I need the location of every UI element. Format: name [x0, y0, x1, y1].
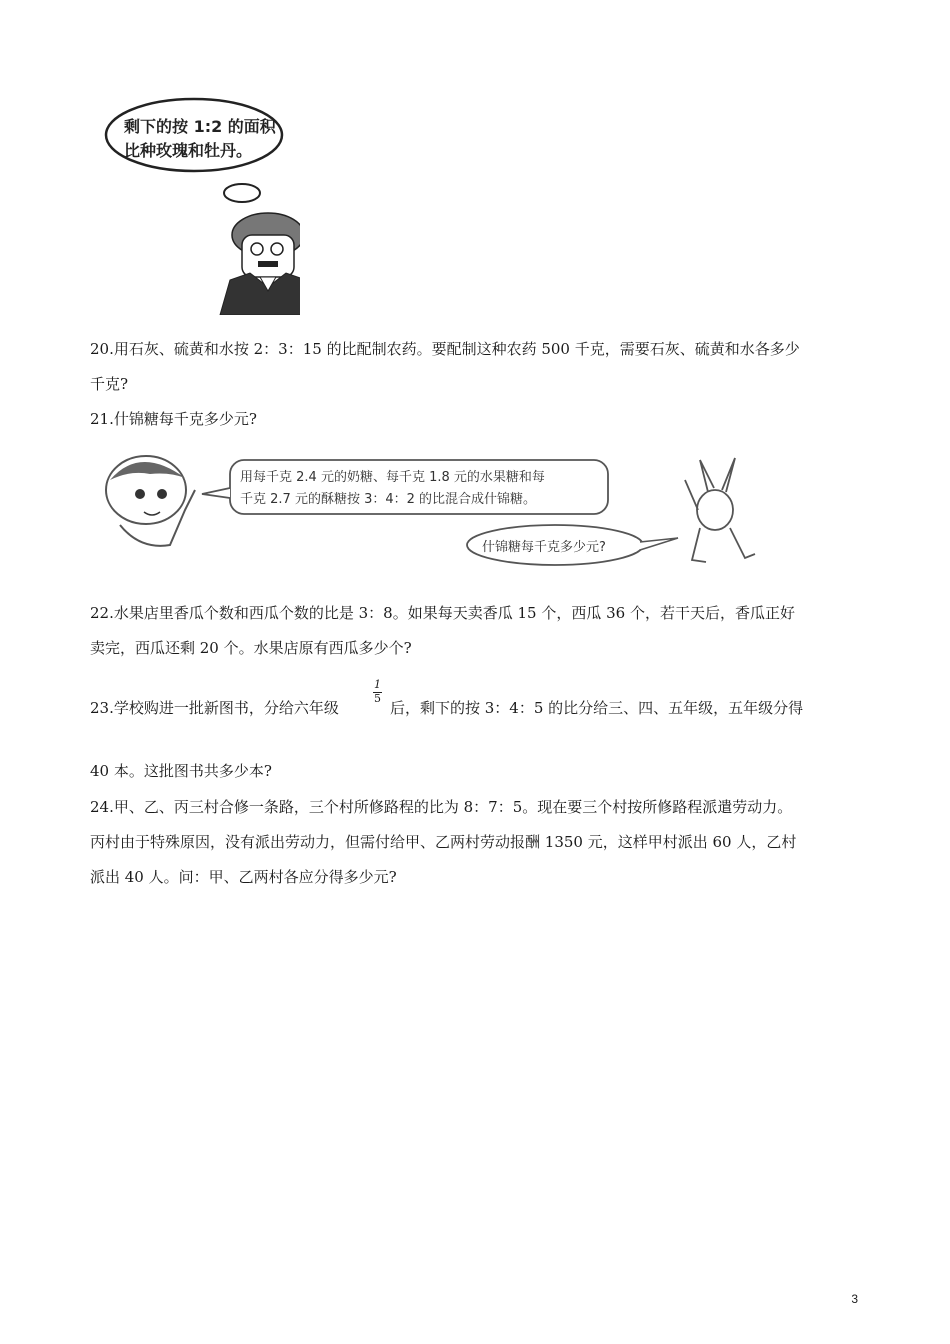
q21-line1: 21.什锦糖每千克多少元? [90, 410, 257, 428]
q23-fraction [373, 678, 385, 718]
illustration-girl-rabbit [100, 450, 780, 570]
rabbit-bubble-text: 什锦糖每千克多少元? [482, 540, 606, 555]
fraction-denominator: 5 [374, 692, 381, 705]
q23-part1: 23.学校购进一批新图书，分给六年级 [90, 699, 339, 717]
illustration-man-thinking [100, 95, 300, 315]
q24-line3: 派出 40 人。问：甲、乙两村各应分得多少元? [90, 868, 397, 886]
q20-line2: 千克? [90, 375, 129, 393]
q23-line2: 40 本。这批图书共多少本? [90, 762, 272, 780]
q24-line2: 丙村由于特殊原因，没有派出劳动力，但需付给甲、乙两村劳动报酬 1350 元，这样甲村派出 60 人，乙村 [90, 833, 797, 851]
q22-line1: 22.水果店里香瓜个数和西瓜个数的比是 3：8。如果每天卖香瓜 15 个，西瓜 36 个，若干天后，香瓜正好 [90, 604, 795, 622]
q20-line1: 20.用石灰、硫黄和水按 2：3：15 的比配制农药。要配制这种农药 500 千克，需要石灰、硫黄和水各多少 [90, 340, 800, 358]
girl-bubble-line1: 用每千克 2.4 元的奶糖、每千克 1.8 元的水果糖和每 [240, 470, 545, 485]
page-number: 3 [851, 1292, 858, 1306]
girl-bubble-line2: 千克 2.7 元的酥糖按 3：4：2 的比混合成什锦糖。 [240, 492, 537, 507]
man-bubble-line2: 比种玫瑰和牡丹。 [124, 141, 253, 160]
q22-line2: 卖完，西瓜还剩 20 个。水果店原有西瓜多少个? [90, 639, 412, 657]
q24-line1: 24.甲、乙、丙三村合修一条路，三个村所修路程的比为 8：7：5。现在要三个村按所修路程派遣劳动力。 [90, 798, 793, 816]
q23-part2: 后，剩下的按 3：4：5 的比分给三、四、五年级，五年级分得 [390, 699, 804, 717]
man-bubble-line1: 剩下的按 1:2 的面积 [124, 117, 276, 136]
fraction-numerator: 1 [374, 678, 381, 691]
